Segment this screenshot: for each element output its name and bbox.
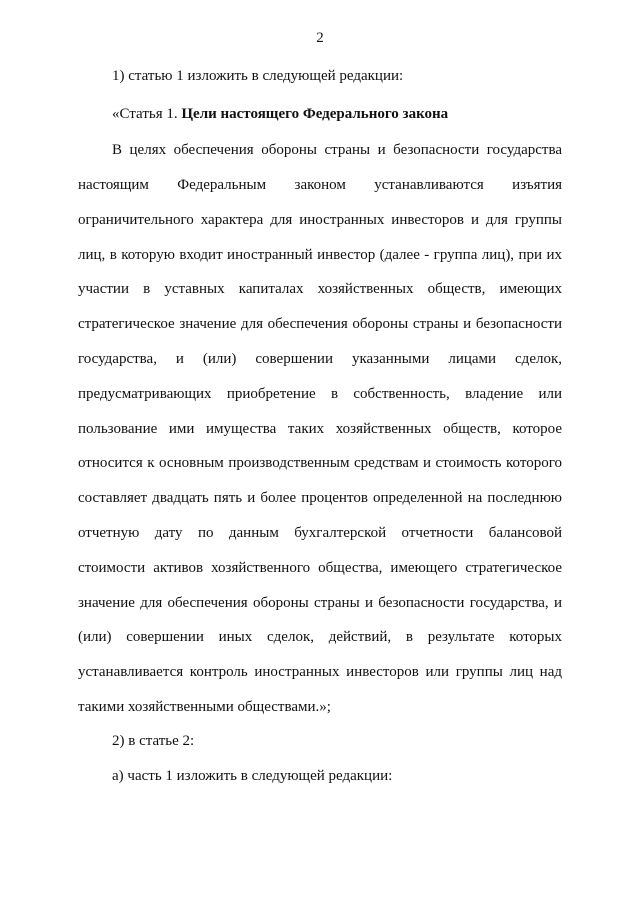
paragraph-line: относится к основным производственным средствам и стоимость которого bbox=[78, 455, 562, 471]
paragraph-line: стоимости активов хозяйственного общества, имеющего стратегическое bbox=[78, 560, 562, 576]
paragraph-line: настоящим Федеральным законом устанавливаются изъятия bbox=[78, 177, 562, 193]
paragraph-line: В целях обеспечения обороны страны и безопасности государства bbox=[112, 142, 562, 158]
paragraph-line: составляет двадцать пять и более процентов определенной на последнюю bbox=[78, 490, 562, 506]
paragraph-line: предусматривающих приобретение в собственность, владение или bbox=[78, 386, 562, 402]
page-number: 2 bbox=[316, 30, 324, 46]
item-2-line: 2) в статье 2: bbox=[112, 733, 195, 749]
paragraph-line: лиц, в которую входит иностранный инвестор (далее - группа лиц), при их bbox=[78, 247, 562, 263]
paragraph-line: ограничительного характера для иностранных инвесторов и для группы bbox=[78, 212, 562, 228]
item-1-line: 1) статью 1 изложить в следующей редакции: bbox=[112, 68, 404, 84]
article-heading bbox=[112, 105, 448, 123]
paragraph-line: стратегическое значение для обеспечения обороны страны и безопасности bbox=[78, 316, 562, 332]
paragraph-line: устанавливается контроль иностранных инвесторов или группы лиц над bbox=[78, 664, 562, 680]
article-prefix: «Статья 1. bbox=[112, 106, 182, 122]
item-2a-line: а) часть 1 изложить в следующей редакции: bbox=[112, 768, 393, 784]
paragraph-line: отчетную дату по данным бухгалтерской отчетности балансовой bbox=[78, 525, 562, 541]
paragraph-line: участии в уставных капиталах хозяйственных обществ, имеющих bbox=[78, 281, 562, 297]
paragraph-line: значение для обеспечения обороны страны и безопасности государства, и bbox=[78, 595, 562, 611]
paragraph-line: государства, и (или) совершении указанными лицами сделок, bbox=[78, 351, 562, 367]
paragraph-last-line: такими хозяйственными обществами.»; bbox=[78, 699, 331, 715]
article-title: Цели настоящего Федерального закона bbox=[181, 106, 449, 122]
paragraph-line: пользование ими имущества таких хозяйственных обществ, которое bbox=[78, 421, 562, 437]
paragraph-line: (или) совершении иных сделок, действий, в результате которых bbox=[78, 629, 562, 645]
